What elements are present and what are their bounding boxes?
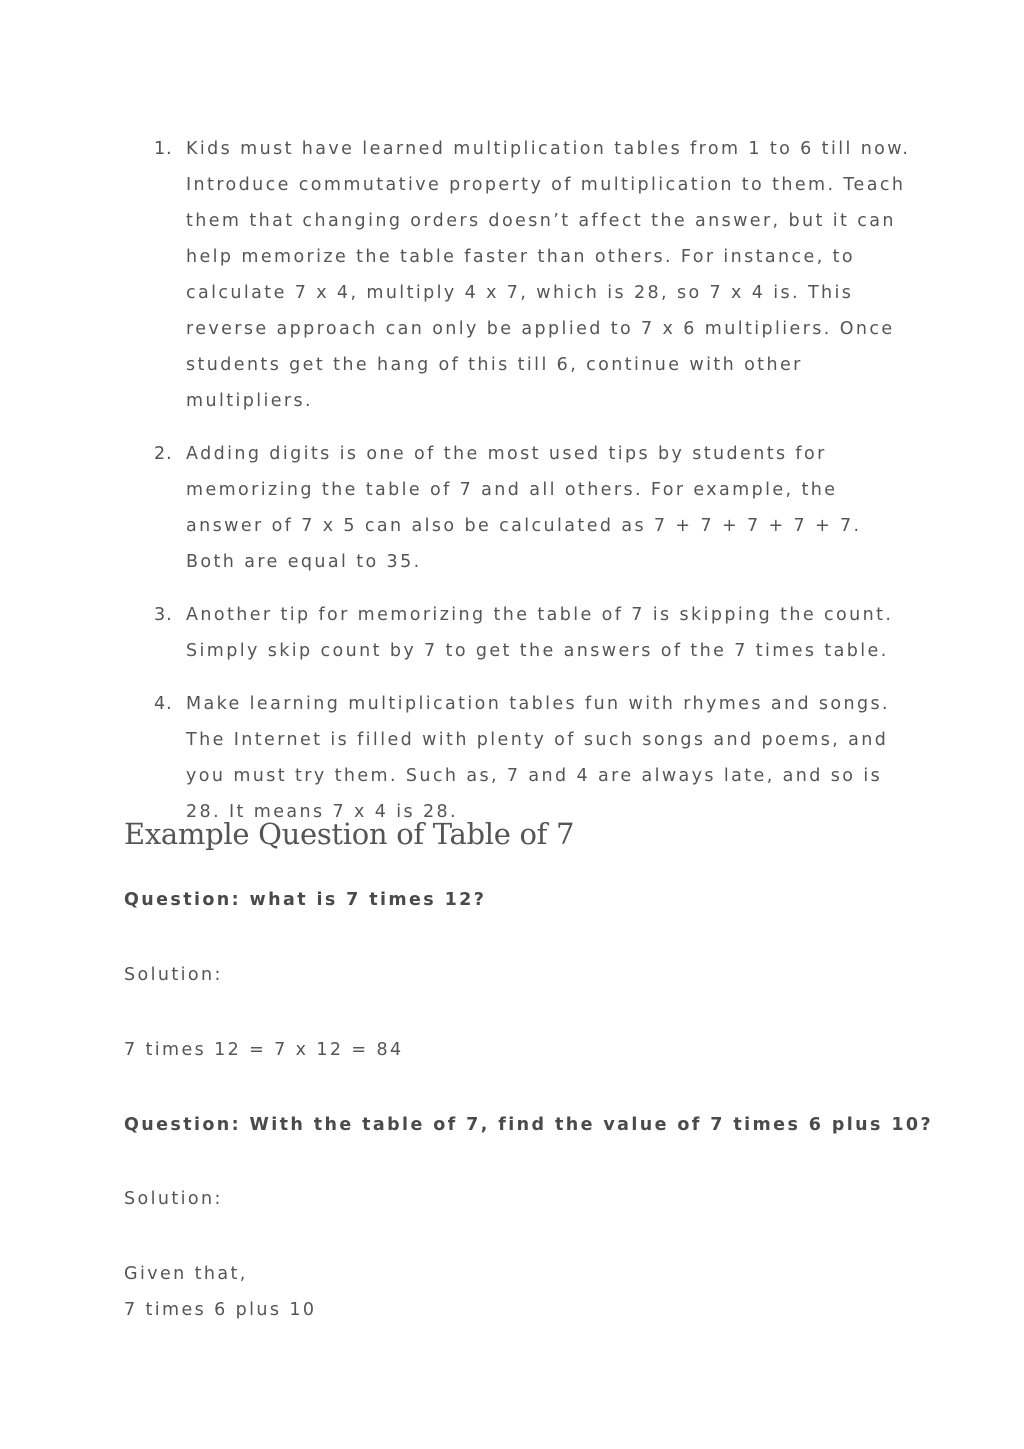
- question-2: Question: With the table of 7, find the value of 7 times 6 plus 10?: [124, 1115, 934, 1135]
- given-label: Given that,: [124, 1264, 248, 1284]
- list-item-text: Kids must have learned multiplication tables from 1 to 6 till now. Introduce commutative property of multiplication to them. Teach them that changing orders doesn’t affect the answer, but it can help memorize the table faster than others. For instance, to calculate 7 x 4, multiply 4 x 7, which is 28, so 7 x 4 is. This reverse approach can only be applied to 7 x 6 multipliers. Once students get the hang of this till 6, continue with other multipliers.: [186, 139, 911, 411]
- list-item: [124, 436, 914, 580]
- list-item-number: 2.: [154, 444, 173, 464]
- section-heading: Example Question of Table of 7: [124, 817, 575, 851]
- tips-list: [124, 131, 914, 847]
- list-item: [124, 597, 914, 669]
- list-item-text: Another tip for memorizing the table of 7 is skipping the count. Simply skip count by 7 to get the answers of the 7 times table.: [186, 605, 894, 661]
- list-item-number: 3.: [154, 605, 173, 625]
- question-1: Question: what is 7 times 12?: [124, 890, 487, 910]
- solution-2-label: Solution:: [124, 1189, 223, 1209]
- list-item-number: 1.: [154, 139, 173, 159]
- solution-1-label: Solution:: [124, 965, 223, 985]
- list-item: [124, 131, 914, 419]
- solution-1-text: 7 times 12 = 7 x 12 = 84: [124, 1040, 404, 1060]
- list-item: [124, 686, 914, 830]
- list-item-number: 4.: [154, 694, 173, 714]
- list-item-text: Make learning multiplication tables fun with rhymes and songs. The Internet is filled with plenty of such songs and poems, and you must try them. Such as, 7 and 4 are always late, and so is 28. It means 7 x 4 is 28.: [186, 694, 891, 822]
- list-item-text: Adding digits is one of the most used tips by students for memorizing the table of 7 and all others. For example, the answer of 7 x 5 can also be calculated as 7 + 7 + 7 + 7 + 7. Both are equal to 35.: [186, 444, 862, 572]
- given-text: 7 times 6 plus 10: [124, 1300, 317, 1320]
